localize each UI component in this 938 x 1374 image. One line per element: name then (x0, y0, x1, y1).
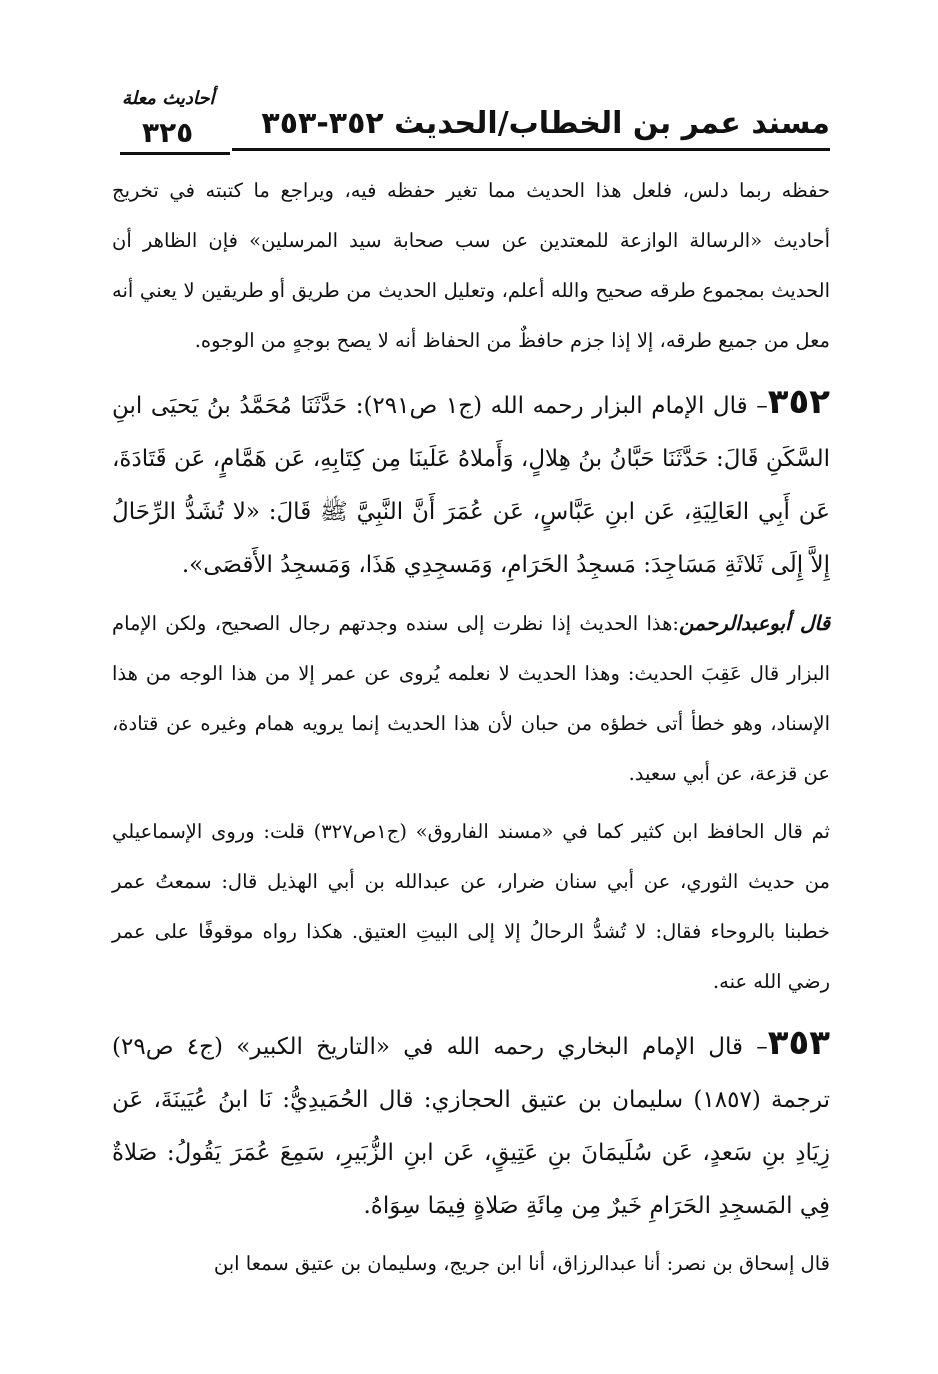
page-body (112, 166, 830, 1289)
hadith-353 (112, 1017, 830, 1233)
paragraph-commentary (112, 598, 830, 799)
running-title: مسند عمر بن الخطاب/الحديث ٣٥٢-٣٥٣ (261, 106, 830, 141)
paragraph-ibn-kathir: ثم قال الحافظ ابن كثير كما في «مسند الفاروق» (ج١ص٣٢٧) قلت: وروى الإسماعيلي من حديث الثوري، عن أبي سنان ضرار، عن عبدالله بن أبي الهذيل قال: سمعتُ عمر خطبنا بالروحاء فقال: لا تُشدُّ الرحالُ إلا إلى البيتِ العتيق. هكذا رواه موقوفًا على عمر رضي الله عنه. (112, 820, 830, 993)
section-note: أحاديث معلة (122, 88, 215, 109)
hadith-text: – قال الإمام البزار رحمه الله (ج١ ص٢٩١): حَدَّثَنَا مُحَمَّدُ بنُ يَحيَى ابنِ السَّكَنِ قَالَ: حَدَّثَنَا حَبَّانُ بنُ هِلالٍ، وَأَملاهُ عَلَينَا مِن كِتَابِهِ، عَن هَمَّامٍ، عَن قَتَادَةَ، عَن أَبِي العَالِيَةِ، عَن ابنِ عَبَّاسٍ، عَن عُمَرَ أَنَّ النَّبِيَّ ﷺ قَالَ: «لا تُشَدُّ الرِّحَالُ إِلاَّ إِلَى ثَلاثَةِ مَسَاجِدَ: مَسجِدُ الحَرَامِ، وَمَسجِدِي هَذَا، وَمَسجِدُ الأَقصَى». (112, 393, 830, 578)
paragraph-ishaq: قال إسحاق بن نصر: أنا عبدالرزاق، أنا ابن جريج، وسليمان بن عتيق سمعا ابن (213, 1252, 830, 1275)
paragraph-continuation: حفظه ربما دلس، فلعل هذا الحديث مما تغير حفظه فيه، ويراجع ما كتبته في تخريج أحاديث «الرسالة الوازعة للمعتدين عن سب صحابة سيد المرسلين» فإن الظاهر أن الحديث بمجموع طرقه صحيح والله أعلم، وتعليل الحديث من طريق أو طريقين لا يعني أنه معل من جميع طرقه، إلا إذا جزم حافظٌ من الحفاظ أنه لا يصح بوجهٍ من الوجوه. (112, 179, 830, 352)
hadith-number: ٣٥٢ (767, 382, 830, 422)
hadith-number: ٣٥٣ (767, 1023, 831, 1063)
page-number: ٣٢٥ (142, 116, 194, 149)
hadith-text: – قال الإمام البخاري رحمه الله في «التاريخ الكبير» (ج٤ ص٢٩) ترجمة (١٨٥٧) سليمان بن عتيق الحجازي: قال الحُمَيدِيُّ: نَا ابنُ عُيَينَةَ، عَن زِيَادِ بنِ سَعدٍ، عَن سُلَيمَانَ بنِ عَتِيقٍ، عَن ابنِ الزُّبَيرِ، سَمِعَ عُمَرَ يَقُولُ: صَلاةٌ فِي المَسجِدِ الحَرَامِ خَيرٌ مِن مِائَةِ صَلاةٍ فِيمَا سِوَاهُ. (112, 1034, 830, 1219)
page-number-rule (120, 152, 230, 155)
page-header (112, 88, 830, 158)
header-rule (232, 148, 830, 151)
author-signature: قال أبوعبدالرحمن (678, 611, 831, 635)
commentary-text: :هذا الحديث إذا نظرت إلى سنده وجدتهم رجال الصحيح، ولكن الإمام البزار قال عَقِبَ الحديث: وهذا الحديث لا نعلمه يُروى عن عمر إلا من هذا الوجه من هذا الإسناد، وهو خطأ أتى خطؤه من حبان لأن هذا الحديث إنما يرويه همام وغيره عن قتادة، عن قزعة، عن أبي سعيد. (112, 612, 830, 785)
hadith-352 (112, 376, 830, 592)
